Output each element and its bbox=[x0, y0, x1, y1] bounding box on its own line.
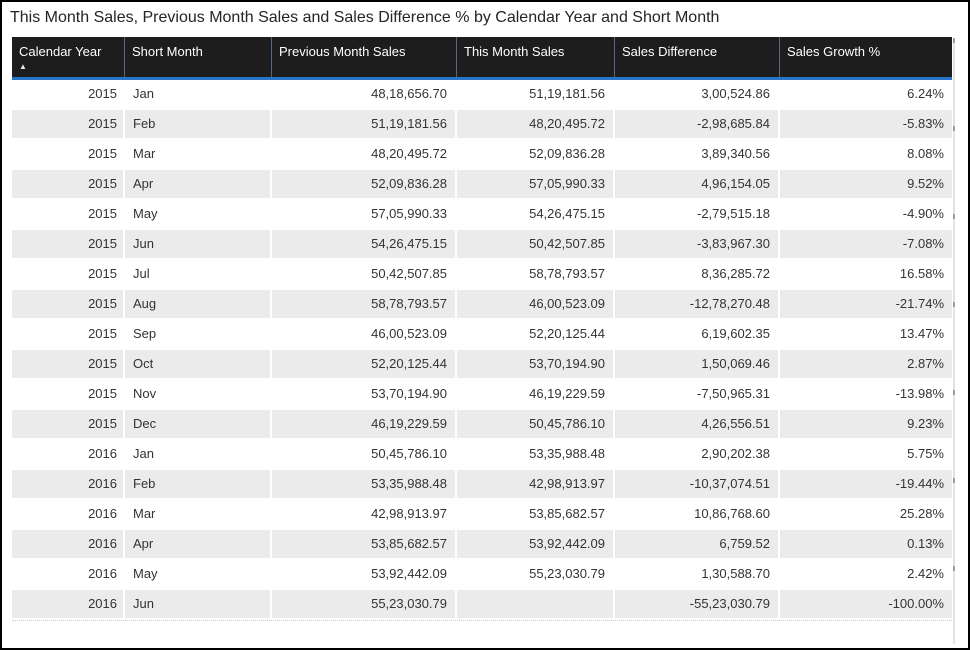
cell-short-month: Dec bbox=[125, 410, 272, 438]
cell-short-month: Apr bbox=[125, 170, 272, 198]
cell-sales-growth: -100.00% bbox=[888, 596, 944, 611]
cell-previous-month-sales: 53,70,194.90 bbox=[272, 380, 457, 408]
cell-sales-difference: -10,37,074.51 bbox=[615, 470, 780, 498]
cell-sales-growth: 5.75% bbox=[907, 446, 944, 461]
cell-sales-difference: 1,30,588.70 bbox=[615, 560, 780, 588]
cell-sales-growth: 6.24% bbox=[907, 86, 944, 101]
cell-calendar-year: 2016 bbox=[12, 560, 125, 588]
column-header-label: Previous Month Sales bbox=[279, 44, 406, 59]
column-header-calendar-year[interactable] bbox=[12, 37, 125, 77]
cell-calendar-year: 2015 bbox=[12, 230, 125, 258]
table-row[interactable] bbox=[12, 230, 952, 258]
sales-table bbox=[12, 37, 952, 621]
cell-sales-difference: -3,83,967.30 bbox=[615, 230, 780, 258]
cell-sales-difference: 3,89,340.56 bbox=[615, 140, 780, 168]
cell-sales-difference: 6,759.52 bbox=[615, 530, 780, 558]
cell-sales-growth: 2.42% bbox=[907, 566, 944, 581]
cell-this-month-sales: 55,23,030.79 bbox=[457, 560, 615, 588]
cell-this-month-sales: 54,26,475.15 bbox=[457, 200, 615, 228]
cell-short-month: Sep bbox=[125, 320, 272, 348]
cell-this-month-sales: 52,20,125.44 bbox=[457, 320, 615, 348]
cell-previous-month-sales: 50,42,507.85 bbox=[272, 260, 457, 288]
cell-short-month: Feb bbox=[125, 470, 272, 498]
cell-sales-growth: -7.08% bbox=[902, 236, 944, 251]
cell-previous-month-sales: 52,20,125.44 bbox=[272, 350, 457, 378]
table-row[interactable] bbox=[12, 440, 952, 468]
column-header-label: Calendar Year bbox=[19, 44, 102, 59]
table-row[interactable] bbox=[12, 560, 952, 588]
table-row[interactable] bbox=[12, 500, 952, 528]
table-row[interactable] bbox=[12, 290, 952, 318]
table-row[interactable] bbox=[12, 200, 952, 228]
column-header-short-month[interactable] bbox=[125, 37, 272, 77]
cell-short-month: May bbox=[125, 200, 272, 228]
cell-this-month-sales: 57,05,990.33 bbox=[457, 170, 615, 198]
cell-calendar-year: 2015 bbox=[12, 170, 125, 198]
cell-short-month: Jun bbox=[125, 590, 272, 618]
cell-short-month: Jun bbox=[125, 230, 272, 258]
cell-short-month: Mar bbox=[125, 140, 272, 168]
cell-this-month-sales: 42,98,913.97 bbox=[457, 470, 615, 498]
cell-calendar-year: 2016 bbox=[12, 440, 125, 468]
table-row[interactable] bbox=[12, 170, 952, 198]
cell-calendar-year: 2015 bbox=[12, 410, 125, 438]
cell-this-month-sales: 53,35,988.48 bbox=[457, 440, 615, 468]
cell-this-month-sales: 46,19,229.59 bbox=[457, 380, 615, 408]
cell-previous-month-sales: 58,78,793.57 bbox=[272, 290, 457, 318]
cell-short-month: Aug bbox=[125, 290, 272, 318]
column-header-label: Short Month bbox=[132, 44, 203, 59]
cell-previous-month-sales: 42,98,913.97 bbox=[272, 500, 457, 528]
sort-ascending-icon: ▲ bbox=[19, 62, 27, 71]
cell-sales-growth: -13.98% bbox=[895, 386, 944, 401]
visual-title: This Month Sales, Previous Month Sales and Sales Difference % by Calendar Year and Short Month bbox=[10, 9, 720, 26]
table-header-row bbox=[12, 37, 952, 80]
table-row[interactable] bbox=[12, 410, 952, 438]
cell-previous-month-sales: 48,18,656.70 bbox=[272, 80, 457, 108]
cell-sales-difference: 8,36,285.72 bbox=[615, 260, 780, 288]
cell-this-month-sales: 53,70,194.90 bbox=[457, 350, 615, 378]
cell-sales-difference: 3,00,524.86 bbox=[615, 80, 780, 108]
cell-short-month: Oct bbox=[125, 350, 272, 378]
cell-calendar-year: 2016 bbox=[12, 500, 125, 528]
cell-sales-growth: 9.52% bbox=[907, 176, 944, 191]
cell-calendar-year: 2015 bbox=[12, 200, 125, 228]
cell-sales-difference: 10,86,768.60 bbox=[615, 500, 780, 528]
cell-calendar-year: 2016 bbox=[12, 530, 125, 558]
cell-calendar-year: 2016 bbox=[12, 470, 125, 498]
cell-sales-growth: 2.87% bbox=[907, 356, 944, 371]
cell-this-month-sales: 50,42,507.85 bbox=[457, 230, 615, 258]
cell-calendar-year: 2015 bbox=[12, 380, 125, 408]
cell-this-month-sales: 50,45,786.10 bbox=[457, 410, 615, 438]
cell-previous-month-sales: 55,23,030.79 bbox=[272, 590, 457, 618]
cell-previous-month-sales: 53,35,988.48 bbox=[272, 470, 457, 498]
cell-sales-growth: -21.74% bbox=[895, 296, 944, 311]
cell-sales-difference: -12,78,270.48 bbox=[615, 290, 780, 318]
cell-sales-growth: -5.83% bbox=[902, 116, 944, 131]
table-body bbox=[12, 80, 952, 621]
cell-calendar-year: 2015 bbox=[12, 260, 125, 288]
cell-sales-growth: 9.23% bbox=[907, 416, 944, 431]
cell-short-month: Jan bbox=[125, 440, 272, 468]
cell-this-month-sales: 46,00,523.09 bbox=[457, 290, 615, 318]
cell-calendar-year: 2015 bbox=[12, 350, 125, 378]
cell-sales-difference: 1,50,069.46 bbox=[615, 350, 780, 378]
cell-previous-month-sales: 54,26,475.15 bbox=[272, 230, 457, 258]
cell-calendar-year: 2015 bbox=[12, 140, 125, 168]
cell-this-month-sales: 53,92,442.09 bbox=[457, 530, 615, 558]
cell-short-month: Nov bbox=[125, 380, 272, 408]
column-header-sales-difference[interactable] bbox=[615, 37, 780, 77]
cell-this-month-sales: 48,20,495.72 bbox=[457, 110, 615, 138]
cell-sales-difference: -7,50,965.31 bbox=[615, 380, 780, 408]
column-header-sales-growth[interactable] bbox=[780, 37, 952, 77]
cell-short-month: Jan bbox=[125, 80, 272, 108]
table-row[interactable] bbox=[12, 590, 952, 618]
table-row[interactable] bbox=[12, 350, 952, 378]
table-row[interactable] bbox=[12, 320, 952, 348]
column-header-this-month-sales[interactable] bbox=[457, 37, 615, 77]
table-scrollbar[interactable] bbox=[953, 38, 955, 644]
cell-short-month: Mar bbox=[125, 500, 272, 528]
cell-calendar-year: 2015 bbox=[12, 320, 125, 348]
column-header-label: This Month Sales bbox=[464, 44, 565, 59]
cell-previous-month-sales: 53,92,442.09 bbox=[272, 560, 457, 588]
cell-sales-growth: -4.90% bbox=[902, 206, 944, 221]
cell-short-month: Jul bbox=[125, 260, 272, 288]
cell-sales-growth: -19.44% bbox=[895, 476, 944, 491]
cell-previous-month-sales: 53,85,682.57 bbox=[272, 530, 457, 558]
table-row[interactable] bbox=[12, 380, 952, 408]
cell-this-month-sales: 58,78,793.57 bbox=[457, 260, 615, 288]
table-row[interactable] bbox=[12, 470, 952, 498]
table-row[interactable] bbox=[12, 110, 952, 138]
cell-sales-growth: 25.28% bbox=[899, 506, 944, 521]
cell-sales-growth: 13.47% bbox=[899, 326, 944, 341]
cell-previous-month-sales: 51,19,181.56 bbox=[272, 110, 457, 138]
cell-previous-month-sales: 48,20,495.72 bbox=[272, 140, 457, 168]
table-row[interactable] bbox=[12, 530, 952, 558]
cell-calendar-year: 2015 bbox=[12, 290, 125, 318]
cell-this-month-sales: 53,85,682.57 bbox=[457, 500, 615, 528]
cell-sales-growth: 8.08% bbox=[907, 146, 944, 161]
cell-sales-growth: 0.13% bbox=[907, 536, 944, 551]
cell-short-month: May bbox=[125, 560, 272, 588]
cell-calendar-year: 2016 bbox=[12, 590, 125, 618]
column-header-previous-month-sales[interactable] bbox=[272, 37, 457, 77]
cell-sales-difference: 4,96,154.05 bbox=[615, 170, 780, 198]
cell-this-month-sales bbox=[457, 590, 615, 618]
cell-short-month: Apr bbox=[125, 530, 272, 558]
table-row[interactable] bbox=[12, 80, 952, 108]
table-row[interactable] bbox=[12, 260, 952, 288]
table-row[interactable] bbox=[12, 140, 952, 168]
column-header-label: Sales Difference bbox=[622, 44, 718, 59]
cell-previous-month-sales: 50,45,786.10 bbox=[272, 440, 457, 468]
cell-sales-difference: 6,19,602.35 bbox=[615, 320, 780, 348]
cell-sales-growth: 16.58% bbox=[899, 266, 944, 281]
column-header-label: Sales Growth % bbox=[787, 44, 881, 59]
cell-sales-difference: 4,26,556.51 bbox=[615, 410, 780, 438]
cell-short-month: Feb bbox=[125, 110, 272, 138]
cell-this-month-sales: 51,19,181.56 bbox=[457, 80, 615, 108]
cell-this-month-sales: 52,09,836.28 bbox=[457, 140, 615, 168]
cell-calendar-year: 2015 bbox=[12, 80, 125, 108]
cell-sales-difference: -2,98,685.84 bbox=[615, 110, 780, 138]
cell-calendar-year: 2015 bbox=[12, 110, 125, 138]
cell-previous-month-sales: 46,00,523.09 bbox=[272, 320, 457, 348]
cell-sales-difference: 2,90,202.38 bbox=[615, 440, 780, 468]
cell-previous-month-sales: 57,05,990.33 bbox=[272, 200, 457, 228]
cell-sales-difference: -55,23,030.79 bbox=[615, 590, 780, 618]
cell-previous-month-sales: 52,09,836.28 bbox=[272, 170, 457, 198]
cell-previous-month-sales: 46,19,229.59 bbox=[272, 410, 457, 438]
cell-sales-difference: -2,79,515.18 bbox=[615, 200, 780, 228]
